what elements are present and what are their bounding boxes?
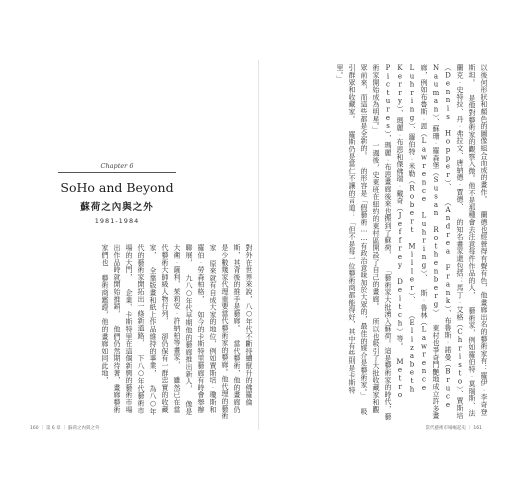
left-folio: 160 ｜ 第 6 章 ｜ 蘇荷之內與之外	[30, 426, 100, 431]
chapter-rule	[58, 172, 176, 173]
left-column: 如今的卡斯特里藝廊有時會舉辦聯展，	[185, 244, 205, 413]
right-column: 羅斯仍是當仁不讓的言道：「但不是每一位藝術商都能得好，其中有些則是卡斯特	[348, 130, 356, 394]
left-page	[30, 64, 255, 424]
right-column: 的知名畫家還包括：馬丁‧艾格（Christo）、賈斯培（Dennis Hopper）、	[444, 64, 464, 419]
right-column: Metro Pictures），瑪麗‧布恩畫廊後來也搬到了蘇荷，	[384, 64, 404, 400]
left-column: 對外在世界來說，八○年代不斷持續竄升的佛羅倫斯，其背後的推手是藝廊。	[233, 244, 253, 406]
left-column: 下八○年代藝術市場的大門，	[125, 244, 145, 414]
right-column: 蘭德也經營得有聲有色，他畫廊出名的藝術家有：羅伊‧李奇登斯坦。	[468, 64, 488, 416]
left-column: 雖然已在當代藝術大師級人物行列，	[161, 244, 181, 413]
chapter-title-en: SoHo and Beyond	[60, 180, 174, 195]
left-column: 為八○年代的藝術家開拓出一條新道路，	[137, 244, 157, 415]
right-column: 東村也爭奇鬥艷地成立許多畫廊，例如布魯斯‧恩（Lawrence Luhring）、	[420, 64, 440, 420]
right-column: 以後何形狀和顏色的圖像組合而成的畫作。	[480, 64, 488, 203]
left-column: 藝術商鑑證，他的畫廊如同此地，	[101, 274, 109, 384]
right-column: （Andrea Frank）、布魯斯‧諾曼（Bruce Nauman）、蘇珊‧羅森堡（Susan Rothenberg）	[432, 64, 452, 410]
chapter-years: 1981-1984	[94, 217, 140, 225]
right-column: 吸引群眾和收藏家。	[348, 64, 368, 415]
right-column: 「藝術家大批湧入蘇荷。這是藝術家的時代，藝術家開始成為明星。」	[372, 64, 392, 420]
right-folio: 當代藝術市場崛起史 ｜ 161	[425, 426, 482, 431]
left-column: 全靠版畫和紙上作品維持的事業，	[149, 266, 157, 377]
left-body-text	[30, 244, 255, 420]
chapter-label: Chapter 6	[58, 162, 176, 170]
chapter-title-zh: 蘇荷之內與之外	[80, 202, 154, 213]
left-column: 像是大衛‧薩利、茱莉安‧許納柏等畫家，	[173, 244, 193, 415]
right-column: （Elizabeth Kerry）、瑪麗‧布恩和傑佛瑞‧戴奇（Jeffrey Deitch）等。	[396, 64, 416, 394]
right-column: 藝術家，例如羅伯特‧莫瑞斯、法蘭克‧史特拉、丹‧弗拉文、唐納德‧賈德、	[456, 64, 476, 417]
right-column: 一週後，史東班在紐約的東村區開設了自己的畫廊。	[372, 141, 380, 310]
left-column: 他們仍然期待著，畫廊藝術家們也	[101, 244, 121, 413]
left-column: 企業、卡斯特里在這個新興的藝術市場	[125, 288, 133, 413]
left-column: 原來就有自成大家的地位，例如賈斯培‧瓊斯和羅伯‧勞森柏格，	[197, 244, 217, 413]
right-column: 所以也吸引了大批收藏家和觀眾前來，而這些都是全新的。	[360, 64, 380, 413]
left-column: 卻仍保有一群忠實的收藏家，	[149, 244, 169, 413]
page-gutter	[258, 60, 259, 430]
right-body-text	[265, 64, 490, 420]
right-column: 的形容是「假藝術……有政治意味加於大眾的，最佳的媒介是藝術家。」	[360, 167, 368, 400]
left-column: 出作品時就開始推銷，	[113, 244, 121, 317]
left-column: 九八○年代早期他的藝廊推出新人，	[185, 274, 193, 393]
right-column: 里。」	[336, 64, 344, 83]
left-column: 當代藝術，他的畫廊仍是少數幾家代理重要當代藝術家的藝廊。他代理的藝術家	[209, 244, 241, 420]
right-column: 斯‧魯林（Lawrence Luhring）、羅伯特‧米勒（Robert Miller）、	[408, 64, 428, 393]
right-column: 是他對藝術家的觀察入微。他不是那種會去注意每件作品的人，	[468, 94, 476, 299]
right-page	[265, 64, 490, 424]
